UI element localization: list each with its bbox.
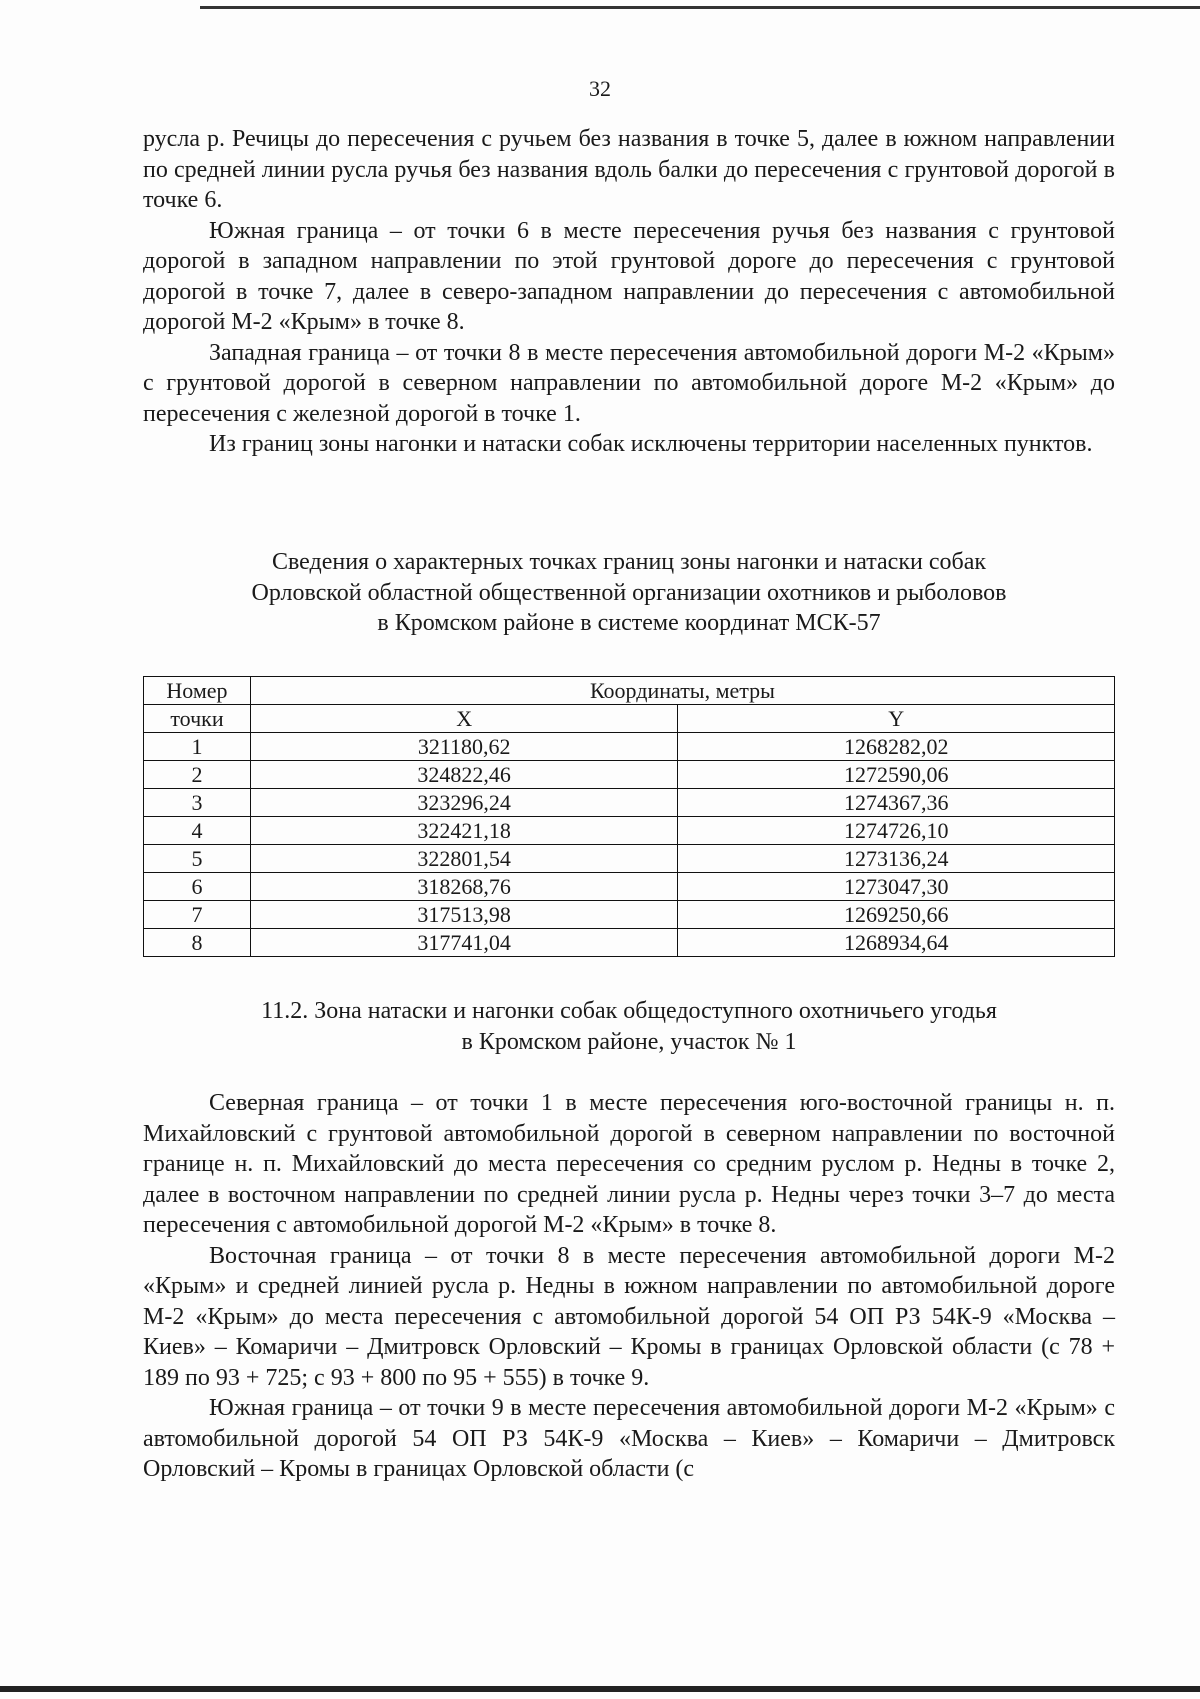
paragraph-eastern-border: Восточная граница – от точки 8 в месте пересечения автомобильной дороги М-2 «Крым» и средней линией русла р. Недны в южном направлении по автомобильной дороге М-2 «Крым» до места пересечения с автомобильной дорогой 54 ОП РЗ 54К-9 «Москва – Киев» – Комаричи – Дмитровск Орловский – Кромы в границах Орловской области (с 78 + 189 по 93 + 725; с 93 + 800 по 95 + 555) в точке 9. xyxy=(143,1242,1115,1391)
paragraph-northern-border: Северная граница – от точки 1 в месте пересечения юго-восточной границы н. п. Михайловский с грунтовой автомобильной дорогой в северном направлении по восточной границе н. п. Михайловский до места пересечения со средним руслом р. Недны в точке 2, далее в восточном направлении по средней линии русла р. Недны через точки 3–7 до места пересечения с автомобильной дорогой М-2 «Крым» в точке 8. xyxy=(143,1090,1115,1238)
cell-point-number: 2 xyxy=(144,761,251,789)
page-number: 32 xyxy=(589,76,611,101)
scan-edge-top xyxy=(200,6,1200,9)
paragraph-southern-border: Южная граница – от точки 9 в месте пересечения автомобильной дороги М-2 «Крым» с автомобильной дорогой 54 ОП РЗ 54К-9 «Москва – Киев» – Комаричи – Дмитровск Орловский – Кромы в границах Орловской области (с xyxy=(143,1395,1115,1482)
cell-x: 317741,04 xyxy=(250,929,678,957)
table-body xyxy=(144,733,1115,957)
cell-y: 1273136,24 xyxy=(678,845,1115,873)
cell-y: 1268934,64 xyxy=(678,929,1115,957)
cell-y: 1273047,30 xyxy=(678,873,1115,901)
table-row xyxy=(144,929,1115,957)
cell-x: 322421,18 xyxy=(250,817,678,845)
cell-point-number: 6 xyxy=(144,873,251,901)
coordinates-table xyxy=(143,676,1115,957)
cell-x: 323296,24 xyxy=(250,789,678,817)
cell-point-number: 8 xyxy=(144,929,251,957)
cell-x: 317513,98 xyxy=(250,901,678,929)
header-coordinates: Координаты, метры xyxy=(250,677,1114,705)
paragraph: русла р. Речицы до пересечения с ручьем без названия в точке 5, далее в южном направлении по средней линии русла ручья без названия вдоль балки до пересечения с грунтовой дорогой в точке 6. xyxy=(143,126,1115,213)
table-row xyxy=(144,733,1115,761)
header-point-number: точки xyxy=(144,705,251,733)
table-row xyxy=(144,789,1115,817)
header-x: X xyxy=(250,705,678,733)
section-heading-line: 11.2. Зона натаски и нагонки собак общедоступного охотничьего угодья xyxy=(261,998,997,1024)
cell-point-number: 4 xyxy=(144,817,251,845)
paragraph-exclusions: Из границ зоны нагонки и натаски собак исключены территории населенных пунктов. xyxy=(209,431,1093,457)
header-y: Y xyxy=(678,705,1115,733)
cell-point-number: 7 xyxy=(144,901,251,929)
section-heading xyxy=(143,996,1115,1057)
table-header-row xyxy=(144,677,1115,705)
table-caption-line: в Кромском районе в системе координат МСК-57 xyxy=(377,610,881,636)
table-header-row xyxy=(144,705,1115,733)
cell-y: 1274726,10 xyxy=(678,817,1115,845)
cell-y: 1272590,06 xyxy=(678,761,1115,789)
table-caption xyxy=(143,547,1115,639)
cell-x: 324822,46 xyxy=(250,761,678,789)
scan-edge-bottom xyxy=(0,1686,1200,1692)
table-row xyxy=(144,901,1115,929)
table-row xyxy=(144,761,1115,789)
table-row xyxy=(144,817,1115,845)
intro-text xyxy=(143,124,1115,460)
table-caption-line: Сведения о характерных точках границ зоны нагонки и натаски собак xyxy=(271,549,987,575)
paragraph-western-border: Западная граница – от точки 8 в месте пересечения автомобильной дороги М-2 «Крым» с грунтовой дорогой в северном направлении по автомобильной дороге М-2 «Крым» до пересечения с железной дорогой в точке 1. xyxy=(143,339,1115,427)
cell-y: 1269250,66 xyxy=(678,901,1115,929)
header-point-number: Номер xyxy=(144,677,251,705)
cell-x: 321180,62 xyxy=(250,733,678,761)
table-caption-line: Орловской областной общественной организации охотников и рыболовов xyxy=(251,579,1007,606)
cell-point-number: 3 xyxy=(144,789,251,817)
section-text xyxy=(143,1088,1115,1485)
cell-y: 1268282,02 xyxy=(678,733,1115,761)
paragraph-southern-border: Южная граница – от точки 6 в месте пересечения ручья без названия с грунтовой дорогой в западном направлении по этой грунтовой дороге до пересечения с грунтовой дорогой в точке 7, далее в северо-западном направлении до пересечения с автомобильной дорогой М-2 «Крым» в точке 8. xyxy=(143,217,1115,335)
table-row xyxy=(144,845,1115,873)
table-row xyxy=(144,873,1115,901)
cell-x: 322801,54 xyxy=(250,845,678,873)
section-heading-line: в Кромском районе, участок № 1 xyxy=(461,1028,797,1055)
cell-x: 318268,76 xyxy=(250,873,678,901)
cell-point-number: 5 xyxy=(144,845,251,873)
cell-y: 1274367,36 xyxy=(678,789,1115,817)
cell-point-number: 1 xyxy=(144,733,251,761)
